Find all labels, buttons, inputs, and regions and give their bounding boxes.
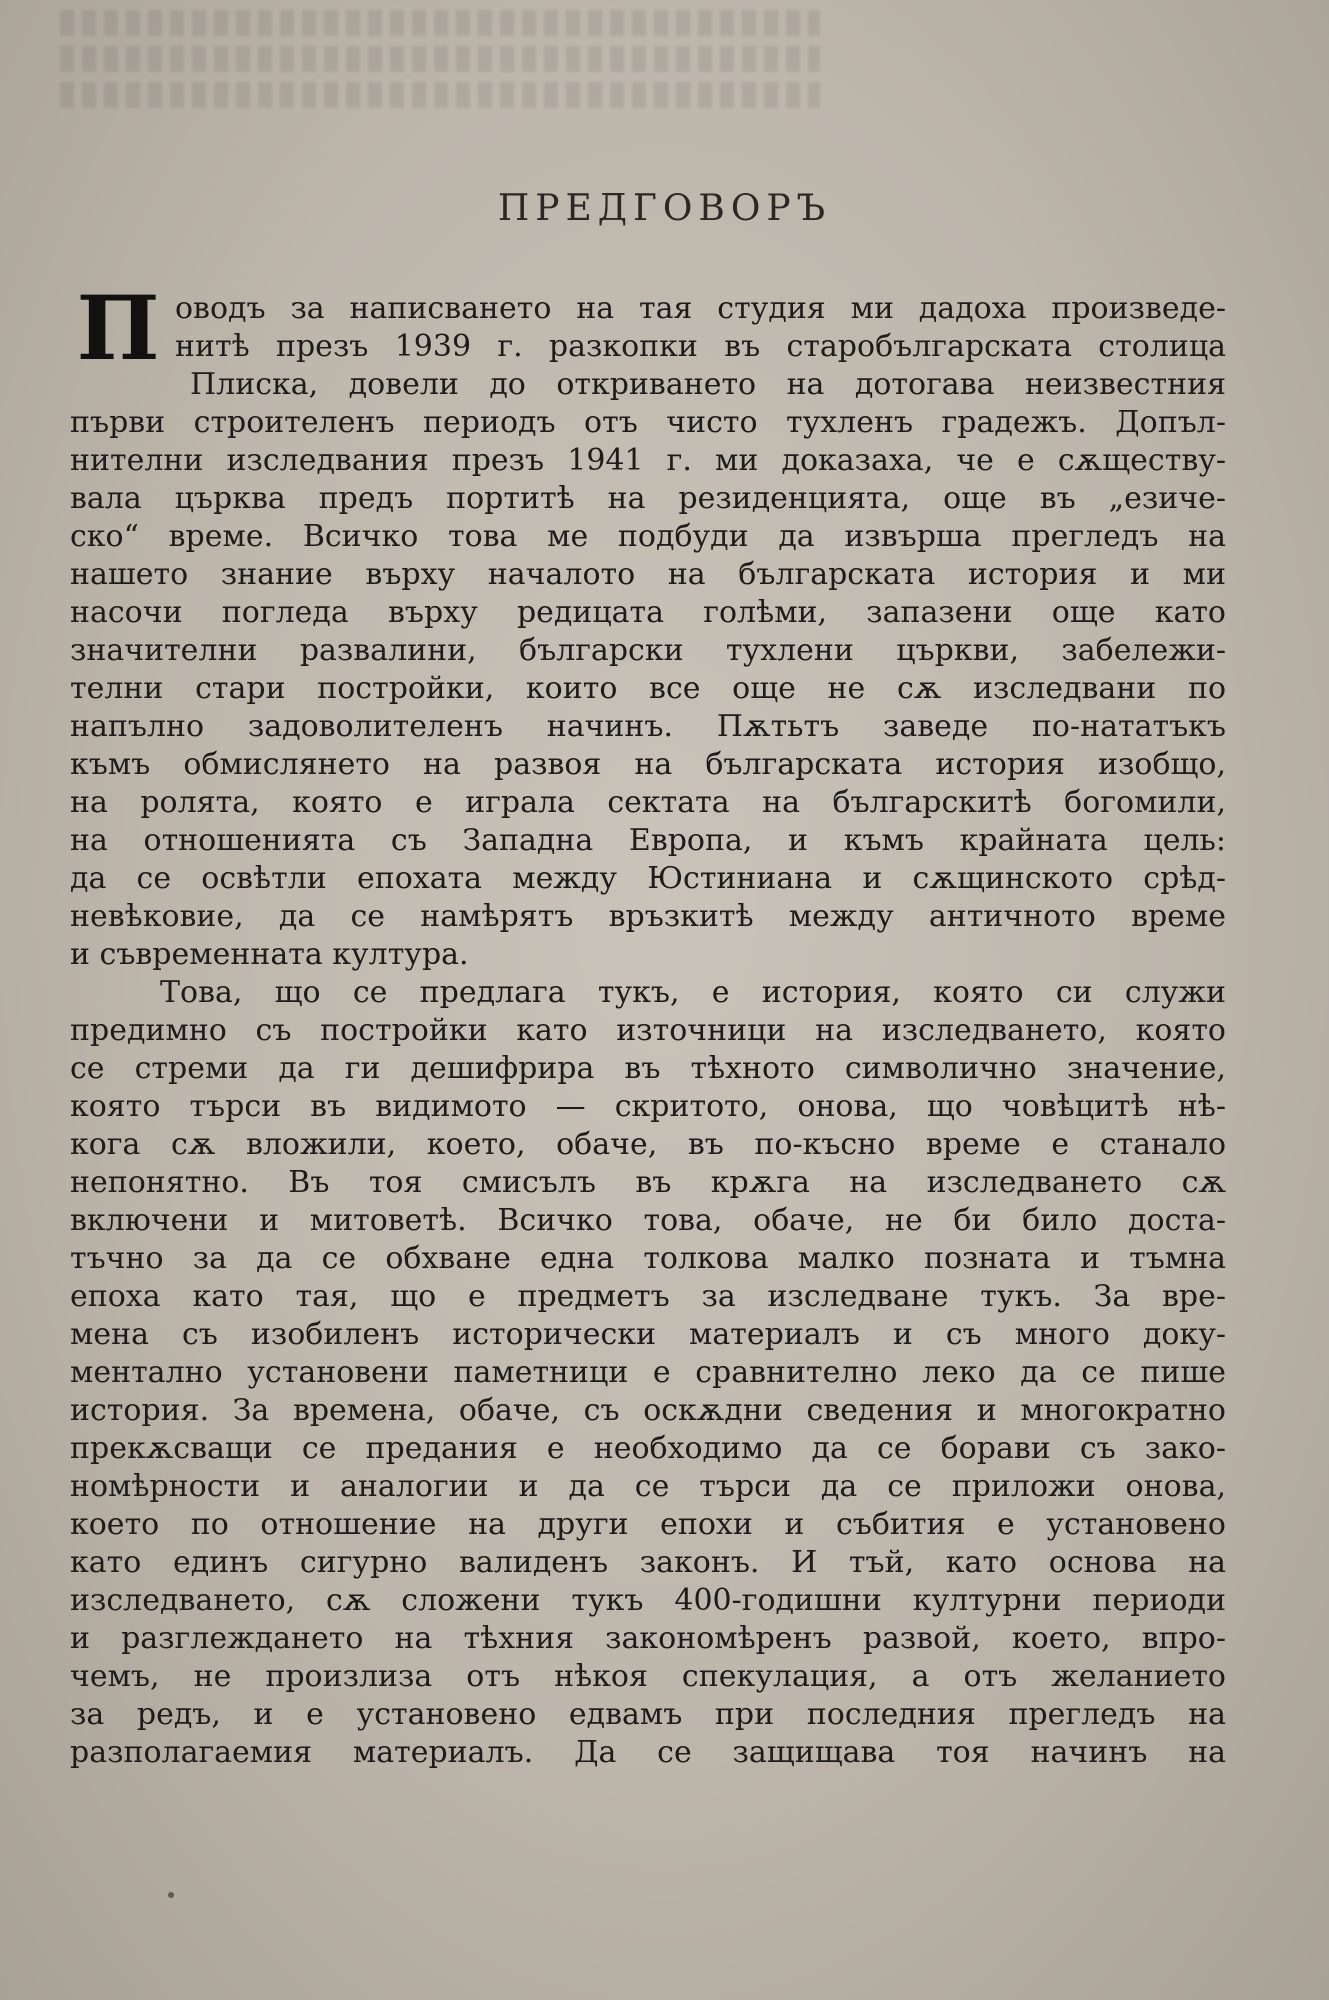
text-line: насочи погледа върху редицата голѣми, запазени още като	[70, 595, 1226, 630]
text-line: разполагаемия материалъ. Да се защищава тоя начинъ на	[70, 1735, 1226, 1770]
text-line: на ролята, която е играла сектата на българскитѣ богомили,	[70, 785, 1226, 820]
text-line: и съвременната култура.	[70, 937, 469, 972]
text-line: къмъ обмислянето на развоя на българската история изобщо,	[70, 747, 1226, 782]
drop-cap: П	[76, 276, 160, 380]
text-line: ско“ време. Всичко това ме подбуди да извърша прегледъ на	[70, 519, 1226, 554]
text-line: невѣковие, да се намѣрятъ връзкитѣ между античното време	[70, 899, 1226, 934]
text-line: което по отношение на други епохи и събития е установено	[70, 1507, 1226, 1542]
text-line: като единъ сигурно валиденъ законъ. И тъй, като основа на	[70, 1545, 1226, 1580]
text-line: тъчно за да се обхване една толкова малко позната и тъмна	[70, 1241, 1226, 1276]
text-line: история. За времена, обаче, съ оскѫдни сведения и многократно	[70, 1393, 1226, 1428]
text-line: мена съ изобиленъ исторически материалъ и съ много доку-	[70, 1317, 1226, 1352]
text-line: Плиска, довели до откриването на дотогава неизвестния	[190, 367, 1226, 402]
text-line: Това, що се предлага тукъ, е история, която си служи	[160, 975, 1226, 1010]
text-line: включени и митоветѣ. Всичко това, обаче, не би било доста-	[70, 1203, 1226, 1238]
bleed-through-text	[60, 0, 820, 160]
text-line: значителни развалини, български тухлени църкви, забележи-	[70, 633, 1226, 668]
text-line: ментално установени паметници е сравнително леко да се пише	[70, 1355, 1226, 1390]
page-title: ПРЕДГОВОРЪ	[497, 188, 832, 229]
body-text	[70, 290, 1226, 1772]
text-line: на отношенията съ Западна Европа, и къмъ крайната цель:	[70, 823, 1226, 858]
text-line: вала църква предъ портитѣ на резиденцията, още въ „езиче-	[70, 481, 1226, 516]
text-line: нителни изследвания презъ 1941 г. ми доказаха, че е сѫществу-	[70, 443, 1226, 478]
text-line: за редъ, и е установено едвамъ при последния прегледъ на	[70, 1697, 1226, 1732]
text-line: прекѫсващи се предания е необходимо да се борави съ зако-	[70, 1431, 1226, 1466]
text-line: нитѣ презъ 1939 г. разкопки въ старобългарската столица	[175, 329, 1226, 364]
text-line: да се освѣтли епохата между Юстиниана и сѫщинското срѣд-	[70, 861, 1226, 896]
text-line: чемъ, не произлиза отъ нѣкоя спекулация, а отъ желанието	[70, 1659, 1226, 1694]
text-line: първи строителенъ периодъ отъ чисто тухленъ градежъ. Допъл-	[70, 405, 1226, 440]
text-line: се стреми да ги дешифрира въ тѣхното символично значение,	[70, 1051, 1226, 1086]
text-line: епоха като тая, що е предметъ за изследване тукъ. За вре-	[70, 1279, 1226, 1314]
text-line: кога сѫ вложили, което, обаче, въ по-късно време е станало	[70, 1127, 1226, 1162]
text-line: изследването, сѫ сложени тукъ 400-годишни културни периоди	[70, 1583, 1226, 1618]
text-line: предимно съ постройки като източници на изследването, която	[70, 1013, 1226, 1048]
text-line: оводъ за написването на тая студия ми дадоха произведе-	[175, 291, 1226, 326]
text-line: и разглеждането на тѣхния закономѣренъ развой, което, впро-	[70, 1621, 1226, 1656]
text-line: непонятно. Въ тоя смисълъ въ крѫга на изследването сѫ	[70, 1165, 1226, 1200]
text-line: напълно задоволителенъ начинъ. Пѫтьтъ заведе по-нататъкъ	[70, 709, 1226, 744]
text-line: номѣрности и аналогии и да се търси да се приложи онова,	[70, 1469, 1226, 1504]
text-line: нашето знание върху началото на българската история и ми	[70, 557, 1226, 592]
text-line: която търси въ видимото — скритото, онова, що човѣцитѣ нѣ-	[70, 1089, 1226, 1124]
text-line: телни стари постройки, които все още не сѫ изследвани по	[70, 671, 1226, 706]
paper-speck	[168, 1892, 174, 1898]
